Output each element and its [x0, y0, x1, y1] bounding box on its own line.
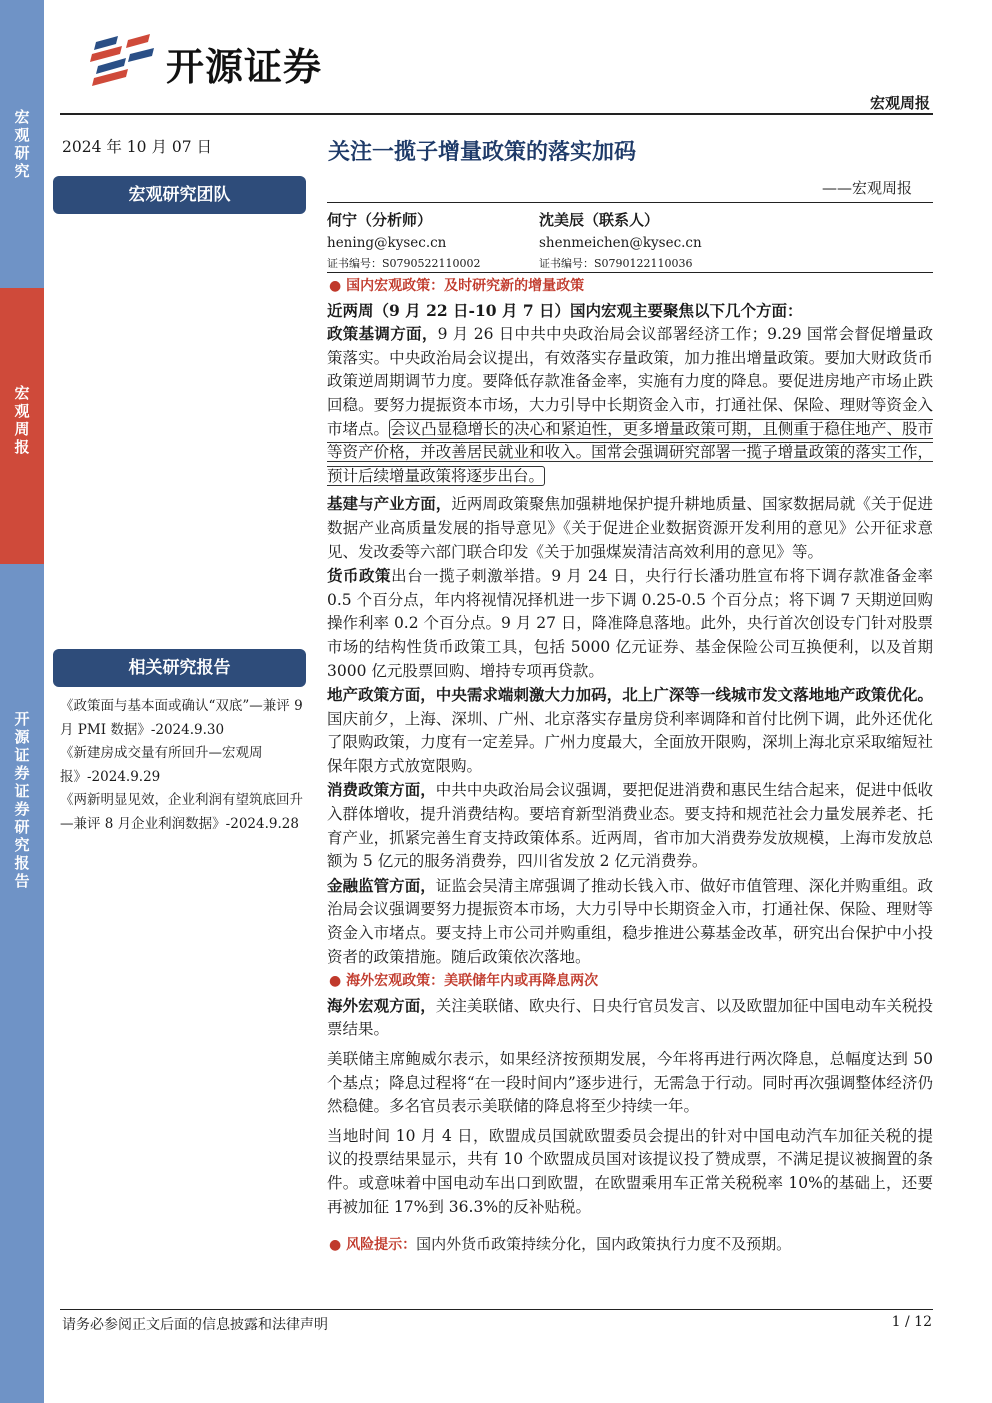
- sidebar-tag-middle: 宏观周报: [14, 384, 30, 456]
- paragraph-eu: 当地时间 10 月 4 日，欧盟成员国就欧盟委员会提出的针对中国电动汽车加征关税的提议的投票结果显示，共有 10 个欧盟成员国对该提议投了赞成票，不满足提议被搁置的条件。或意味着中国电动车出口到欧盟，在欧盟乘用车正常关税税率 10%的基础上，还要再被加征 17%到 36.3%的反补贴税。: [327, 1126, 933, 1216]
- paragraph-infra: [327, 492, 933, 564]
- paragraph-policy: [327, 322, 933, 488]
- title-rule: [327, 202, 933, 203]
- sidebar-strip-bottom: [0, 564, 44, 1403]
- bullet-icon: ●: [329, 973, 342, 990]
- section-1-heading: [327, 274, 933, 299]
- related-label-box: 相关研究报告: [53, 649, 306, 687]
- logo-icon: [88, 32, 156, 88]
- paragraph-monetary-text: 出台一揽子刺激举措。9 月 24 日，央行行长潘功胜宣布将下调存款准备金率 0.5 个百分点，年内将视情况择机进一步下调 0.25-0.5 个百分点；将下调 7 天期逆回购操作利率 0.2 个百分点。9 月 27 日，降准降息落地。此外，央行首次创设专门针对股票市场的结构性货币政策工具，包括 5000 亿元证券、基金保险公司互换便利，以及首期 3000 亿元股票回购、增持专项再贷款。: [327, 567, 933, 680]
- risk-note: [327, 1233, 933, 1258]
- brand-name: 开源证券: [166, 45, 323, 89]
- header-rule: [60, 113, 933, 115]
- paragraph-consumption-lead: 消费政策方面，: [327, 780, 436, 800]
- sidebar-strip-middle: [0, 288, 44, 564]
- author-2-cert: 证书编号：S0790122110036: [539, 257, 693, 270]
- related-reports-list: [60, 695, 306, 836]
- paragraph-finance-text: 证监会吴清主席强调了推动长钱入市、做好市值管理、深化并购重组。政治局会议强调要努力提振资本市场，大力引导中长期资金入市，打通社保、保险、理财等资金入市堵点。要支持上市公司并购重组，稳步推进公募基金改革，研究出台保护中小投资者的政策措施。随后政策依次落地。: [327, 876, 933, 966]
- author-1-email[interactable]: hening@kysec.cn: [327, 235, 447, 251]
- risk-label: 风险提示：: [346, 1237, 417, 1254]
- paragraph-monetary: [327, 564, 933, 683]
- paragraph-infra-text: 近两周政策聚焦加强耕地保护提升耕地质量、国家数据局就《关于促进数据产业高质量发展的指导意见》《关于促进企业数据资源开发利用的意见》公开征求意见、发改委等六部门联合印发《关于加强煤炭清洁高效利用的意见》等。: [327, 495, 933, 561]
- bullet-icon: ●: [329, 278, 342, 294]
- author-1: [327, 208, 481, 274]
- sidebar-strip-top: [0, 0, 44, 288]
- paragraph-finance-lead: 金融监管方面，: [327, 875, 436, 895]
- bullet-icon: ●: [329, 1237, 342, 1254]
- paragraph-consumption: [327, 778, 933, 873]
- author-rule: [327, 272, 933, 273]
- related-report-item[interactable]: 《政策面与基本面或确认“双底”—兼评 9 月 PMI 数据》-2024.9.30: [60, 698, 303, 738]
- author-1-name: 何宁（分析师）: [327, 211, 433, 229]
- main-body: [327, 274, 933, 1258]
- paragraph-finance: [327, 874, 933, 969]
- report-date: 2024 年 10 月 07 日: [62, 138, 213, 156]
- paragraph-policy-lead: 政策基调方面，: [327, 324, 438, 344]
- author-2-name: 沈美辰（联系人）: [539, 211, 660, 229]
- section-1-intro: 近两周（9 月 22 日-10 月 7 日）国内宏观主要聚焦以下几个方面：: [327, 300, 803, 320]
- paragraph-property-lead: 地产政策方面，中央需求端刺激大力加码，北上广深等一线城市发文落地地产政策优化。: [327, 685, 933, 705]
- paragraph-overseas-lead: 海外宏观方面，: [327, 995, 436, 1015]
- related-report-item[interactable]: 《两新明显见效，企业利润有望筑底回升—兼评 8 月企业利润数据》-2024.9.28: [60, 792, 303, 832]
- section-2-heading: [327, 969, 933, 994]
- page-title: 关注一揽子增量政策的落实加码: [328, 139, 637, 165]
- report-type-header: 宏观周报: [869, 94, 930, 112]
- section-1-title: 国内宏观政策：及时研究新的增量政策: [346, 278, 585, 294]
- risk-text: 国内外货币政策持续分化，国内政策执行力度不及预期。: [416, 1235, 792, 1254]
- paragraph-property: [327, 683, 933, 778]
- paragraph-policy-text: 9 月 26 日中共中央政治局会议部署经济工作；9.29 国常会督促增量政策落实。中央政治局会议提出，有效落实存量政策，加力推出增量政策。要加大财政货币政策逆周期调节力度。要降低存款准备金率，实施有力度的降息。要促进房地产市场止跌回稳。要努力提振资本市场，大力引导中长期资金入市，打通社保、保险、理财等资金入市堵点。: [327, 325, 933, 438]
- paragraph-overseas: [327, 994, 933, 1042]
- brand-logo: [88, 30, 388, 90]
- author-2: [539, 208, 702, 274]
- footer-rule: [60, 1309, 933, 1310]
- sidebar-tag-bottom: 开源证券 证券研究报告: [14, 710, 30, 890]
- team-label-box: 宏观研究团队: [53, 176, 306, 214]
- footer-disclaimer: 请务必参阅正文后面的信息披露和法律声明: [62, 1317, 328, 1333]
- author-2-email[interactable]: shenmeichen@kysec.cn: [539, 235, 702, 251]
- related-report-item[interactable]: 《新建房成交量有所回升—宏观周报》-2024.9.29: [60, 745, 263, 785]
- paragraph-infra-lead: 基建与产业方面，: [327, 494, 452, 514]
- highlight-box: 会议凸显稳增长的决心和紧迫性，更多增量政策可期，且侧重于稳住地产、股市等资产价格，并改善居民就业和收入。国常会强调研究部署一揽子增量政策的落实工作，预计后续增量政策将逐步出台。: [327, 419, 933, 485]
- paragraph-consumption-text: 中共中央政治局会议强调，要把促进消费和惠民生结合起来，促进中低收入群体增收，提升消费结构。要培育新型消费业态。要支持和规范社会力量发展养老、托育产业，抓紧完善生育支持政策体系。近两周，省市加大消费券发放规模，上海市发放总额为 5 亿元的服务消费券，四川省发放 2 亿元消费券。: [327, 781, 933, 871]
- page-number: 1 / 12: [891, 1314, 932, 1330]
- paragraph-overseas-text: 关注美联储、欧央行、日央行官员发言、以及欧盟加征中国电动车关税投票结果。: [327, 996, 933, 1039]
- paragraph-fed: 美联储主席鲍威尔表示，如果经济按预期发展，今年将再进行两次降息，总幅度达到 50 个基点；降息过程将“在一段时间内”逐步进行，无需急于行动。同时再次强调整体经济仍然稳健。多名官员表示美联储的降息将至少持续一年。: [327, 1050, 933, 1116]
- paragraph-monetary-lead: 货币政策: [327, 566, 392, 586]
- sidebar-tag-top: 宏观研究: [14, 108, 30, 180]
- paragraph-property-text: 国庆前夕，上海、深圳、广州、北京落实存量房贷利率调降和首付比例下调，此外还优化了限购政策，力度有一定差异。广州力度最大，全面放开限购，深圳上海北京采取缩短社保年限方式放宽限购。: [327, 709, 933, 775]
- author-1-cert: 证书编号：S0790522110002: [327, 257, 481, 270]
- page-subtitle: ——宏观周报: [821, 179, 912, 197]
- section-2-title: 海外宏观政策：美联储年内或再降息两次: [346, 973, 599, 990]
